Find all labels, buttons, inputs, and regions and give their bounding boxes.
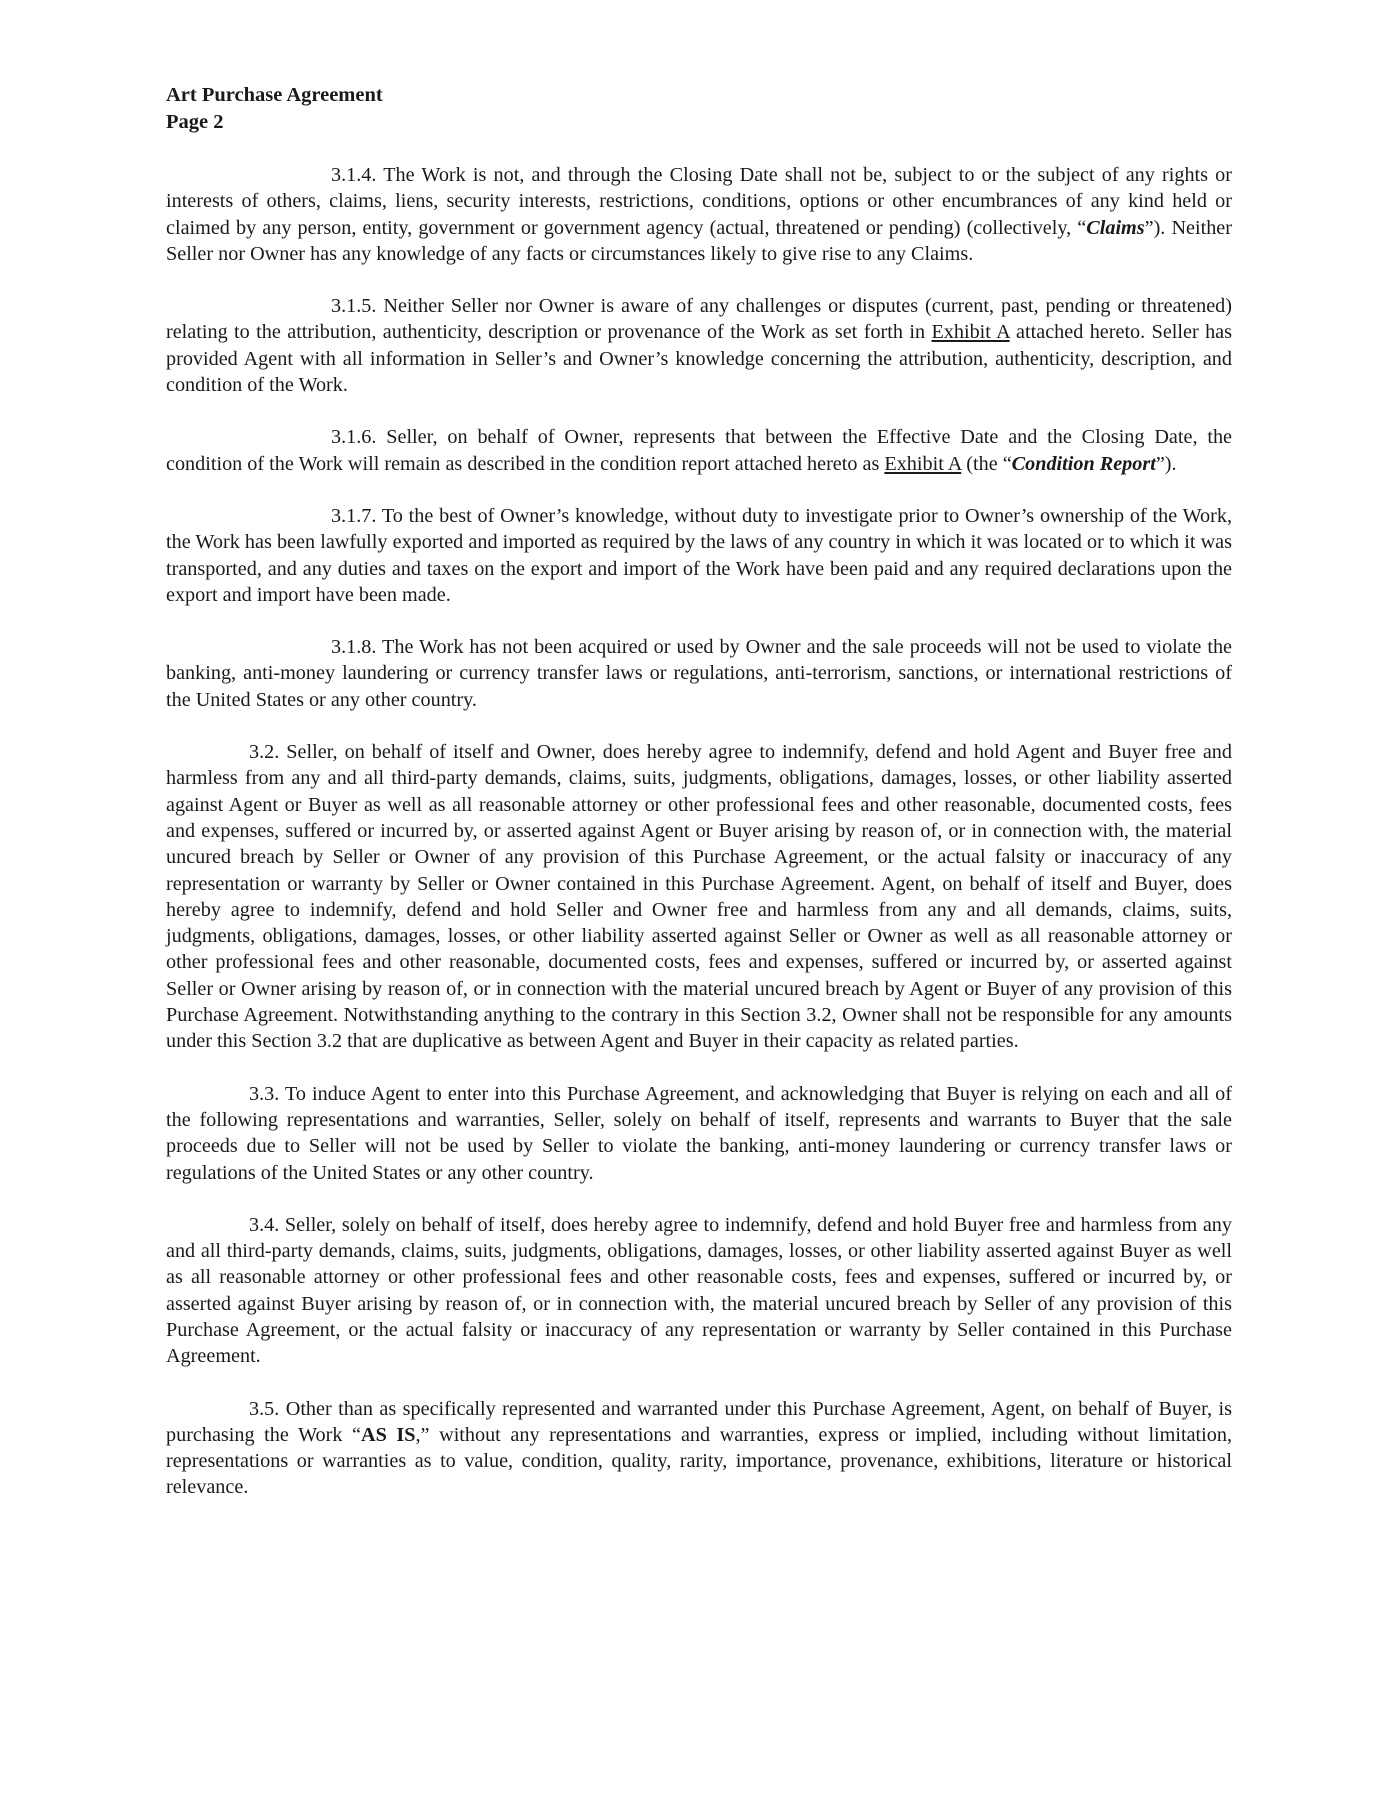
document-title: Art Purchase Agreement xyxy=(166,84,383,106)
section-3-1-8: 3.1.8. The Work has not been acquired or used by Owner and the sale proceeds will not be used to violate the banking, anti-money laundering or currency transfer laws or regulations, anti-terrorism, sanctions, or international restrictions of the United States or any other country. xyxy=(166,636,1232,711)
defined-term-as-is: AS IS xyxy=(361,1423,416,1446)
section-3-5-text-b: ,” without any representations and warranties, express or implied, including without limitation, representations or warranties as to value, condition, quality, rarity, importance, provenance, exhibitions, literature or historical relevance. xyxy=(166,1423,1233,1499)
page-number: Page 2 xyxy=(166,111,224,133)
document-page xyxy=(166,82,1232,1501)
section-3-5-text-a: 3.5. Other than as specifically represented and warranted under this Purchase Agreement, Agent, on behalf of Buyer, is purchasing the Work “ xyxy=(166,1397,1232,1446)
exhibit-a-link: Exhibit A xyxy=(931,321,1010,344)
defined-term-claims: Claims xyxy=(1086,216,1145,239)
section-3-1-6-text-c: ”). xyxy=(1155,452,1177,475)
section-3-1-5-text-a: 3.1.5. Neither Seller nor Owner is aware of any challenges or disputes (current, past, pending or threatened) relating to the attribution, authenticity, description or provenance of the Work as set forth in xyxy=(166,295,1232,344)
defined-term-condition-report: Condition Report xyxy=(1011,452,1156,475)
section-3-1-4-text-b: ”). Neither Seller nor Owner has any knowledge of any facts or circumstances likely to give rise to any Claims. xyxy=(166,216,1232,265)
section-3-1-6 xyxy=(166,424,1232,477)
section-3-5 xyxy=(166,1396,1232,1501)
section-3-1-5 xyxy=(166,293,1232,398)
exhibit-a-link: Exhibit A xyxy=(884,452,962,475)
section-3-2: 3.2. Seller, on behalf of itself and Owner, does hereby agree to indemnify, defend and hold Agent and Buyer free and harmless from any and all third-party demands, claims, suits, judgments, obligations, damages, losses, or other liability asserted against Agent or Buyer as well as all reasonable attorney or other professional fees and other reasonable, documented costs, fees and expenses, suffered or incurred by, or asserted against Agent or Buyer arising by reason of, or in connection with, the material uncured breach by Seller or Owner of any provision of this Purchase Agreement, or the actual falsity or inaccuracy of any representation or warranty by Seller or Owner contained in this Purchase Agreement. Agent, on behalf of itself and Buyer, does hereby agree to indemnify, defend and hold Seller and Owner free and harmless from any and all demands, claims, suits, judgments, obligations, damages, losses, or other liability asserted against Seller or Owner as well as all reasonable attorney or other professional fees and other reasonable, documented costs, fees and expenses, suffered or incurred by, or asserted against Seller or Owner arising by reason of, or in connection with the material uncured breach by Agent or Buyer of any provision of this Purchase Agreement. Notwithstanding anything to the contrary in this Section 3.2, Owner shall not be responsible for any amounts under this Section 3.2 that are duplicative as between Agent and Buyer in their capacity as related parties. xyxy=(166,741,1232,1053)
section-3-1-4 xyxy=(166,162,1232,267)
section-3-1-7: 3.1.7. To the best of Owner’s knowledge, without duty to investigate prior to Owner’s ownership of the Work, the Work has been lawfully exported and imported as required by the laws of any country in which it was located or to which it was transported, and any duties and taxes on the export and import of the Work have been paid and any required declarations upon the export and import have been made. xyxy=(166,504,1232,606)
section-3-4: 3.4. Seller, solely on behalf of itself, does hereby agree to indemnify, defend and hold Buyer free and harmless from any and all third-party demands, claims, suits, judgments, obligations, damages, losses, or other liability asserted against Buyer as well as all reasonable attorney or other professional fees and other reasonable costs, fees and expenses, suffered or incurred by, or asserted against Buyer arising by reason of, or in connection with, the material uncured breach by Seller of any provision of this Purchase Agreement, or the actual falsity or inaccuracy of any representation or warranty by Seller contained in this Purchase Agreement. xyxy=(166,1213,1232,1368)
section-3-1-4-text-a: 3.1.4. The Work is not, and through the Closing Date shall not be, subject to or the subject of any rights or interests of others, claims, liens, security interests, restrictions, conditions, options or other encumbrances of any kind held or claimed by any person, entity, government or government agency (actual, threatened or pending) (collectively, “ xyxy=(166,164,1232,239)
section-3-1-5-text-b: attached hereto. Seller has provided Agent with all information in Seller’s and Owner’s knowledge concerning the attribution, authenticity, description, and condition of the Work. xyxy=(166,321,1232,397)
section-3-1-6-text-a: 3.1.6. Seller, on behalf of Owner, represents that between the Effective Date and the Closing Date, the condition of the Work will remain as described in the condition report attached hereto as xyxy=(166,426,1232,475)
section-3-3: 3.3. To induce Agent to enter into this Purchase Agreement, and acknowledging that Buyer is relying on each and all of the following representations and warranties, Seller, solely on behalf of itself, represents and warrants to Buyer that the sale proceeds due to Seller will not be used by Seller to violate the banking, anti-money laundering or currency transfer laws or regulations of the United States or any other country. xyxy=(166,1082,1232,1184)
section-3-1-6-text-b: (the “ xyxy=(961,452,1012,475)
